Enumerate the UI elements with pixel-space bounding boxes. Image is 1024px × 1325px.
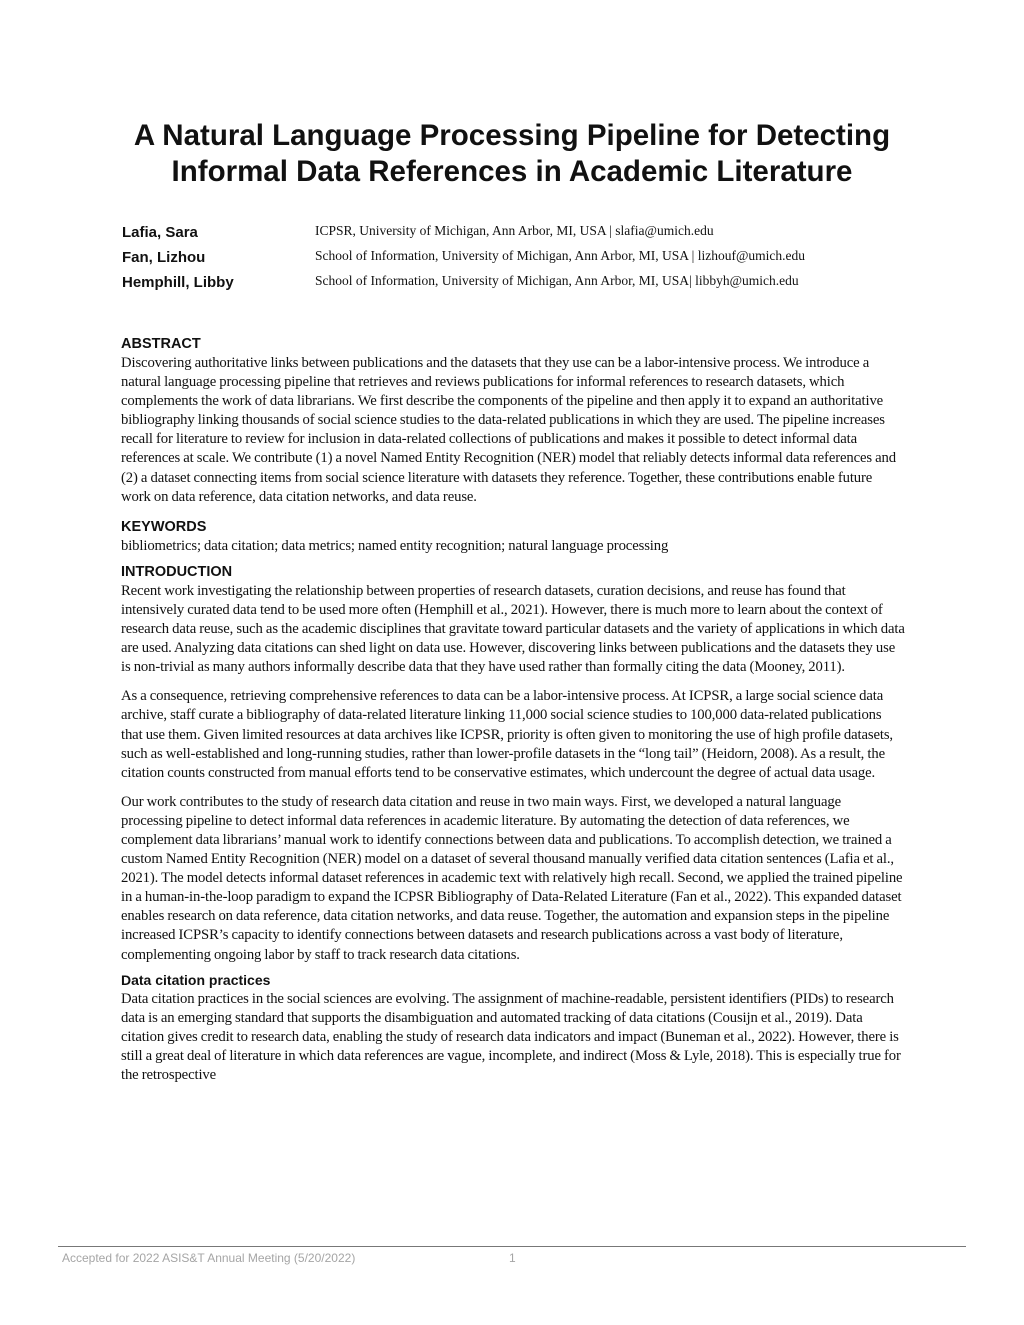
author-row [122,273,922,298]
author-affiliation: School of Information, University of Michigan, Ann Arbor, MI, USA| libbyh@umich.edu [315,273,799,288]
author-list [122,223,922,298]
author-row [122,248,922,273]
author-name: Fan, Lizhou [122,249,206,266]
author-affiliation: School of Information, University of Michigan, Ann Arbor, MI, USA | lizhouf@umich.edu [315,248,806,263]
keywords-heading: KEYWORDS [121,518,207,535]
footer-divider [58,1246,966,1247]
page-number: 1 [509,1251,516,1265]
data-citation-paragraph: Data citation practices in the social sciences are evolving. The assignment of machine-readable, persistent identifiers (PIDs) to research data is an emerging standard that supports the disambiguation and automated tracking of data citations (Cousijn et al., 2019). Data citation gives credit to research data, enabling the study of research data indicators and impact (Buneman et al., 2022). However, there is still a great deal of literature in which data references are vague, incomplete, and indirect (Moss & Lyle, 2018). This is especially true for the retrospective [121,990,901,1083]
author-name: Lafia, Sara [122,224,198,241]
author-name: Hemphill, Libby [122,274,234,291]
footer-note: Accepted for 2022 ASIS&T Annual Meeting (5/20/2022) [62,1251,356,1265]
introduction-paragraph: As a consequence, retrieving comprehensive references to data can be a labor-intensive process. At ICPSR, a large social science data archive, staff curate a bibliography of data-related literature linking 11,000 social science studies to 100,000 data-related publications that use them. Given limited resources at data archives like ICPSR, priority is often given to monitoring the use of high profile datasets, such as well-established and long-running studies, rather than lower-profile datasets in the “long tail” (Heidorn, 2008). As a result, the citation counts constructed from manual efforts tend to be conservative estimates, which undercount the degree of actual data usage. [121,688,893,781]
abstract-heading: ABSTRACT [121,336,201,352]
abstract-text: Discovering authoritative links between publications and the datasets that they use can be a labor-intensive process. We introduce a natural language processing pipeline that retrieves and reviews publications for informal references to research datasets, which complements the work of data librarians. We first describe the components of the pipeline and then apply it to expand an authoritative bibliography linking thousands of social science studies to the data-related publications in which they are used. The pipeline increases recall for literature to review for inclusion in data-related collections of publications and makes it possible to detect informal data references at scale. We contribute (1) a novel Named Entity Recognition (NER) model that reliably detects informal data references and (2) a dataset connecting items from social science literature with datasets they reference. Together, these contributions enable future work on data reference, data citation networks, and data reuse. [121,355,897,505]
introduction-paragraph: Recent work investigating the relationship between properties of research datasets, curation decisions, and reuse has found that intensively curated data tend to be used more often (Hemphill et al., 2021). However, there is much more to learn about the context of research data reuse, such as the academic disciplines that gravitate toward particular datasets and the variety of applications in which data are used. Analyzing data citations can shed light on data use. However, discovering links between publications and the datasets they use is non-trivial as many authors informally describe data that they have used rather than formally citing the data (Mooney, 2011). [121,582,905,676]
title-line-1: A Natural Language Processing Pipeline for Detecting [133,119,891,152]
paper-title [100,118,924,190]
author-affiliation: ICPSR, University of Michigan, Ann Arbor, MI, USA | slafia@umich.edu [315,223,714,238]
author-row [122,223,922,248]
data-citation-heading: Data citation practices [121,971,271,988]
title-line-2: Informal Data References in Academic Literature [171,155,853,188]
paper-body [121,332,905,1095]
keywords-text: bibliometrics; data citation; data metrics; named entity recognition; natural language processing [121,537,669,554]
introduction-heading: INTRODUCTION [121,563,233,580]
introduction-paragraph: Our work contributes to the study of research data citation and reuse in two main ways. First, we developed a natural language processing pipeline to detect informal data references in academic literature. By automating the detection of data references, we complement data librarians’ manual work to identify connections between data and publications. To accomplish detection, we trained a custom Named Entity Recognition (NER) model on a dataset of several thousand manually verified data citation sentences (Lafia et al., 2021). The model detects informal dataset references in academic text with relatively high recall. Second, we applied the trained pipeline in a human-in-the-loop paradigm to expand the ICPSR Bibliography of Data-Related Literature (Fan et al., 2022). This expanded dataset enables research on data reference, data citation networks, and data reuse. Together, the automation and expansion steps in the pipeline increased ICPSR’s capacity to identify connections between datasets and research publications across a vast body of literature, complementing ongoing labor by staff to track research data citations. [121,793,903,963]
